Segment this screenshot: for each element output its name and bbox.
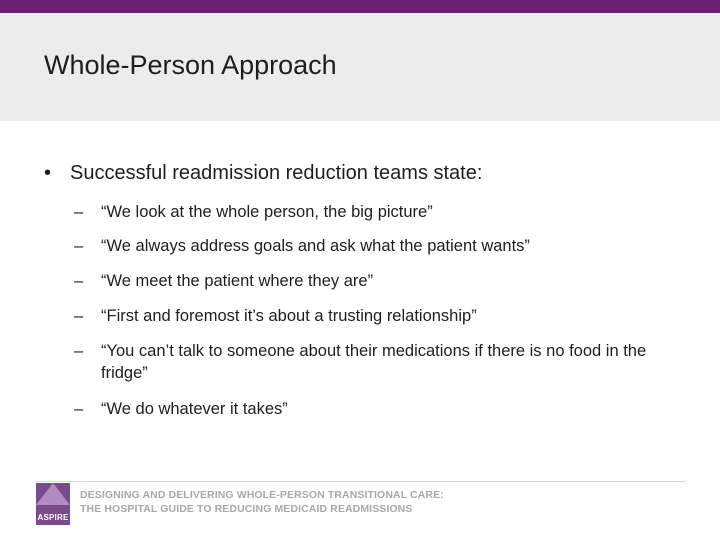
sub-bullet-text: “We meet the patient where they are” xyxy=(101,272,374,290)
footer-title-line2: THE HOSPITAL GUIDE TO REDUCING MEDICAID READMISSIONS xyxy=(80,503,413,515)
logo-peak-shape xyxy=(36,483,70,505)
dash-icon: – xyxy=(74,272,84,290)
sub-bullet xyxy=(74,340,691,384)
sub-bullet xyxy=(74,235,691,257)
dash-icon: – xyxy=(74,307,84,325)
sub-bullet-text: “First and foremost it’s about a trusting relationship” xyxy=(101,307,477,325)
aspire-logo xyxy=(36,483,70,525)
main-bullet-text: Successful readmission reduction teams state: xyxy=(70,162,483,184)
slide-title: Whole-Person Approach xyxy=(44,50,337,80)
sub-bullet xyxy=(74,270,691,292)
footer-divider xyxy=(36,481,686,482)
dash-icon: – xyxy=(74,342,84,360)
dash-icon: – xyxy=(74,400,84,418)
sub-bullet xyxy=(74,398,691,420)
footer-title-line1: DESIGNING AND DELIVERING WHOLE-PERSON TRANSITIONAL CARE: xyxy=(80,489,444,501)
dash-icon: – xyxy=(74,203,84,221)
sub-bullet-text: “We always address goals and ask what the patient wants” xyxy=(101,237,530,255)
sub-bullet-text: “We look at the whole person, the big picture” xyxy=(101,203,433,221)
main-bullet xyxy=(44,162,482,185)
bullet-icon: • xyxy=(44,162,52,184)
sub-bullet xyxy=(74,305,691,327)
sub-bullet xyxy=(74,201,691,223)
sub-bullet-text: “You can’t talk to someone about their medications if there is no food in the fridge” xyxy=(101,342,647,382)
sub-bullet-text: “We do whatever it takes” xyxy=(101,400,288,418)
top-accent-bar xyxy=(0,0,720,13)
logo-text: ASPIRE xyxy=(37,513,69,522)
dash-icon: – xyxy=(74,237,84,255)
